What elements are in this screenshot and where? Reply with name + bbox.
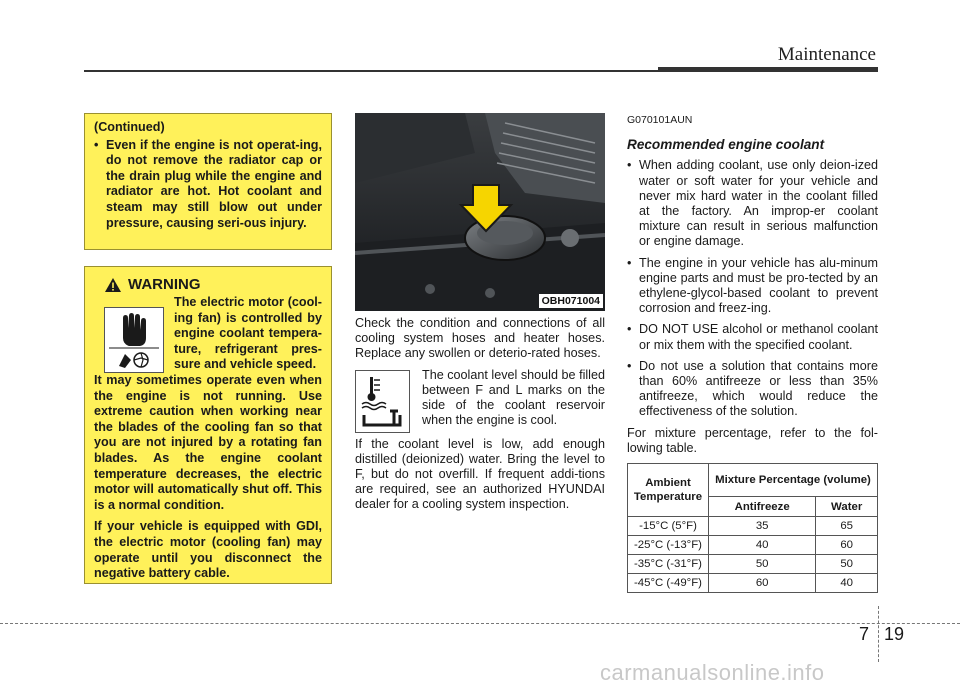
- cell-temperature: -45°C (-49°F): [628, 574, 709, 593]
- coolant-bullet-text: The engine in your vehicle has alu-minum engine parts and must be pro-tected by an ethylene-glycol-based coolant to prevent corrosion and freez-ing.: [639, 255, 878, 316]
- warning-box: [84, 266, 332, 584]
- coolant-level-text: The coolant level should be filled between F and L marks on the side of the coolant reservoir when the engine is cool.: [422, 367, 605, 428]
- coolant-bullet-4: [627, 359, 878, 420]
- cell-antifreeze: 40: [709, 536, 816, 555]
- hand-fan-warning-icon: [104, 307, 164, 373]
- hoses-paragraph: Check the condition and connections of all cooling system hoses and heater hoses. Replace any swollen or deterio-rated hoses.: [355, 316, 605, 361]
- middle-column: [355, 316, 605, 519]
- right-column: [627, 113, 878, 456]
- chapter-number: 7: [859, 624, 870, 644]
- bullet-dot: •: [627, 255, 632, 270]
- cell-water: 40: [816, 574, 878, 593]
- coolant-level-row: [355, 368, 605, 433]
- coolant-mixture-table: [627, 463, 878, 593]
- table-row: [628, 555, 878, 574]
- section-title: Maintenance: [777, 44, 876, 65]
- recommended-coolant-heading: Recommended engine coolant: [627, 137, 825, 153]
- table-row: [628, 574, 878, 593]
- cell-water: 50: [816, 555, 878, 574]
- section-code: G070101AUN: [627, 114, 693, 126]
- warning-top: [94, 295, 322, 373]
- coolant-bullet-text: Do not use a solution that contains more than 60% antifreeze or less than 35% antifreeze, which would reduce the effectiveness of the solution.: [639, 358, 878, 419]
- cell-temperature: -25°C (-13°F): [628, 536, 709, 555]
- warning-paragraph-1: It may sometimes operate even when the engine is not running. Use extreme caution when working near the blades of the cooling fan so that you are not injured by a rotating fan blades. As the engine coolant temperature decreases, the electric motor will automatically shut off. This is a normal condition.: [94, 373, 322, 512]
- bullet-dot: •: [94, 137, 99, 152]
- cell-water: 65: [816, 517, 878, 536]
- cell-antifreeze: 60: [709, 574, 816, 593]
- cell-temperature: -35°C (-31°F): [628, 555, 709, 574]
- warning-paragraph-2: If your vehicle is equipped with GDI, the electric motor (cooling fan) may operate until you disconnect the negative battery cable.: [94, 519, 322, 581]
- page-number: 19: [884, 624, 905, 644]
- cell-antifreeze: 35: [709, 517, 816, 536]
- engine-bay-illustration: [355, 113, 605, 311]
- table-header-row: [628, 464, 878, 497]
- coolant-bullet-3: [627, 322, 878, 352]
- header-antifreeze: Antifreeze: [709, 497, 816, 517]
- table-row: [628, 517, 878, 536]
- mixture-reference-text: For mixture percentage, refer to the fol-lowing table.: [627, 425, 878, 455]
- header-water: Water: [816, 497, 878, 517]
- header-rule-accent: [658, 67, 878, 72]
- cell-antifreeze: 50: [709, 555, 816, 574]
- coolant-bullet-1: [627, 158, 878, 249]
- footer-divider: [878, 606, 879, 662]
- engine-bay-photo: [355, 113, 605, 311]
- coolant-temperature-icon: [355, 370, 410, 433]
- coolant-bullet-text: DO NOT USE alcohol or methanol coolant or mix them with the specified coolant.: [639, 322, 878, 352]
- warning-top-text: The electric motor (cool-ing fan) is controlled by engine coolant tempera-ture, refrigerant pres-sure and vehicle speed.: [174, 295, 322, 372]
- continued-label: (Continued): [94, 120, 165, 134]
- coolant-bullet-text: When adding coolant, use only deion-ized water or soft water for your vehicle and never mix hard water in the coolant filled at the factory. An improp-er coolant mixture can result in serious malfunction or engine damage.: [639, 158, 878, 249]
- warning-body: [94, 373, 322, 582]
- photo-code: OBH071004: [539, 294, 603, 308]
- bullet-dot: •: [627, 158, 632, 173]
- continued-bullet-text: Even if the engine is not operat-ing, do not remove the radiator cap or the drain plug while the engine and radiator are hot. Hot coolant and steam may still blow out under pressure, causing seri-ous injury.: [106, 137, 322, 230]
- warning-title: WARNING: [128, 276, 201, 294]
- continued-caution-box: [84, 113, 332, 250]
- warning-triangle-icon: [104, 277, 122, 293]
- header-ambient-temperature: Ambient Temperature: [628, 464, 709, 517]
- bullet-dot: •: [627, 322, 632, 337]
- bullet-dot: •: [627, 358, 632, 373]
- watermark: carmanualsonline.info: [600, 660, 825, 685]
- footer-rule: [0, 623, 960, 624]
- warning-heading: [104, 277, 322, 293]
- continued-bullet: [94, 138, 322, 232]
- header-mixture-percentage: Mixture Percentage (volume): [709, 464, 878, 497]
- coolant-bullet-2: [627, 256, 878, 317]
- table-row: [628, 536, 878, 555]
- coolant-low-paragraph: If the coolant level is low, add enough distilled (deionized) water. Bring the level to F, but do not overfill. If frequent addi-tions are required, see an authorized HYUNDAI dealer for a cooling system inspection.: [355, 436, 605, 512]
- cell-temperature: -15°C (5°F): [628, 517, 709, 536]
- cell-water: 60: [816, 536, 878, 555]
